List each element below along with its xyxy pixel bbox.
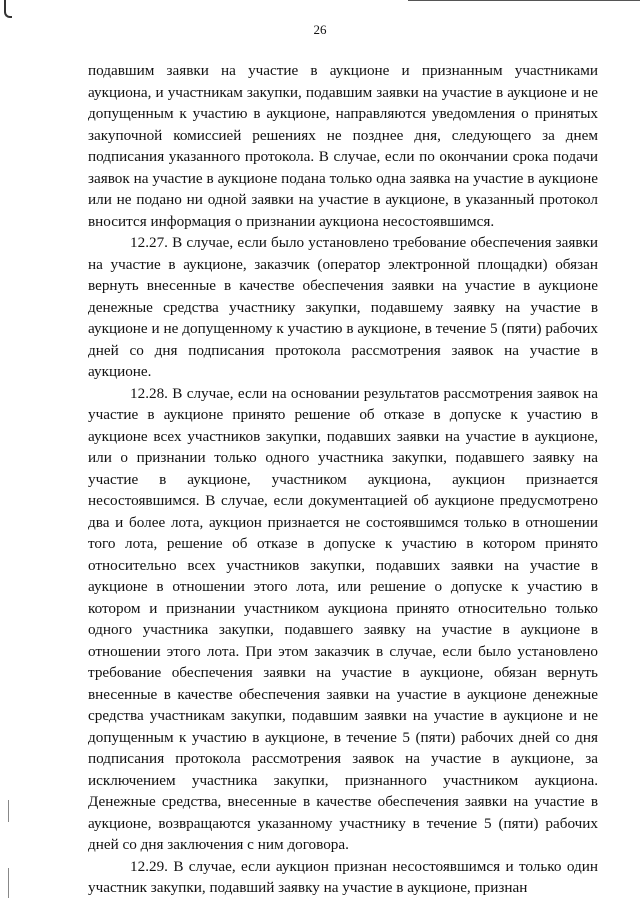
document-body	[88, 60, 598, 899]
top-border-line	[408, 0, 640, 1]
paragraph-continuation: подавшим заявки на участие в аукционе и признанным участниками аукциона, и участникам закупки, подавшим заявки на участие в аукционе и не допущенным к участию в аукционе, направляются уведомления о принятых закупочной комиссией решениях не позднее дня, следующего за днем подписания указанного протокола. В случае, если по окончании срока подачи заявок на участие в аукционе подана только одна заявка на участие в аукционе или не подано ни одной заявки на участие в аукционе, в указанный протокол вносится информация о признании аукциона несостоявшимся.	[88, 62, 598, 230]
left-margin-mark	[8, 800, 9, 822]
page-number: 26	[313, 22, 327, 37]
paragraph-12-28: 12.28. В случае, если на основании результатов рассмотрения заявок на участие в аукционе принято решение об отказе в допуске к участию в аукционе всех участников закупки, подавших заявки на участие в аукционе, или о признании только одного участника закупки, подавшего заявку на участие в аукционе, участником аукциона, аукцион признается несостоявшимся. В случае, если документацией об аукционе предусмотрено два и более лота, аукцион признается не состоявшимся только в отношении того лота, решение об отказе в допуске к участию в котором принято относительно всех участников закупки, подавших заявки на участие в аукционе в отношении этого лота, или решение о допуске к участию в котором и признании участником аукциона принято относительно только одного участника закупки, подавшего заявку на участие в аукционе в отношении этого лота. При этом заказчик в случае, если было установлено требование обеспечения заявки на участие в аукционе, обязан вернуть внесенные в качестве обеспечения заявки на участие в аукционе денежные средства участникам закупки, подавшим заявки на участие в аукционе и не допущенным к участию в аукционе, в течение 5 (пяти) рабочих дней со дня подписания протокола рассмотрения заявок на участие в аукционе, за исключением участника закупки, признанного участником аукциона. Денежные средства, внесенные в качестве обеспечения заявки на участие в аукционе, возвращаются указанному участнику в течение 5 (пяти) рабочих дней со дня заключения с ним договора.	[88, 384, 598, 853]
paragraph-12-27: 12.27. В случае, если было установлено требование обеспечения заявки на участие в аукционе, заказчик (оператор электронной площадки) обязан вернуть внесенные в качестве обеспечения заявки на участие в аукционе денежные средства участнику закупки, подавшему заявку на участие в аукционе и не допущенному к участию в аукционе, в течение 5 (пяти) рабочих дней со дня подписания протокола рассмотрения заявок на участие в аукционе.	[88, 234, 598, 380]
corner-scan-mark	[4, 0, 12, 18]
paragraph-12-29: 12.29. В случае, если аукцион признан несостоявшимся и только один участник закупки, подавший заявку на участие в аукционе, признан	[88, 857, 598, 896]
left-margin-mark	[8, 868, 9, 898]
